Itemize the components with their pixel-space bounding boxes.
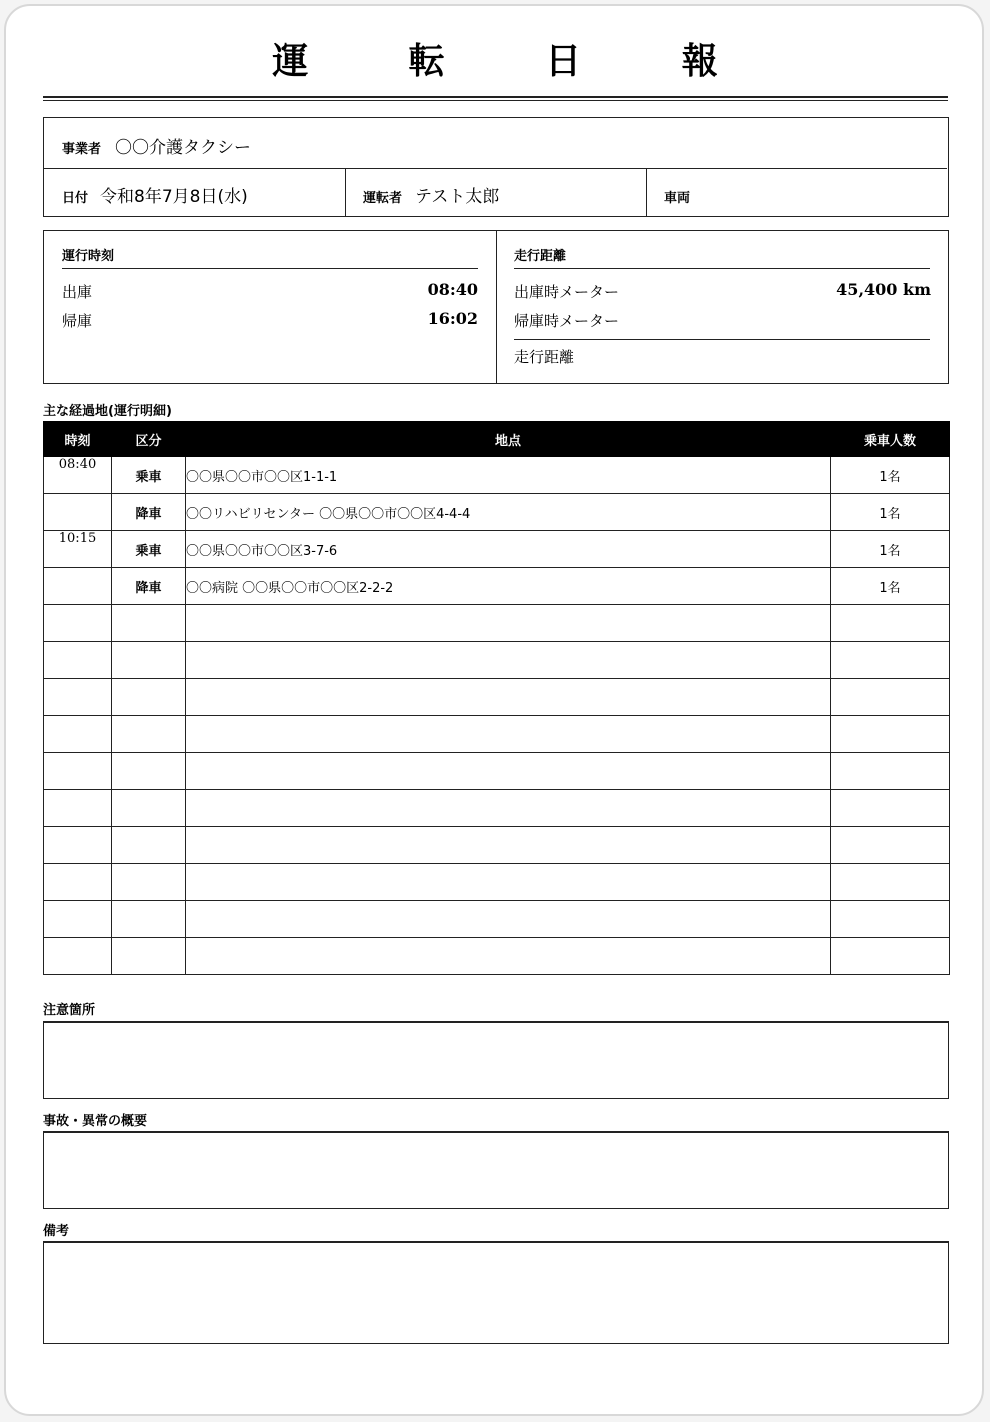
row-kind[interactable] xyxy=(112,864,186,901)
table-row xyxy=(44,716,950,753)
row-place[interactable] xyxy=(186,790,831,827)
row-place[interactable]: 〇〇県〇〇市〇〇区3-7-6 xyxy=(186,531,831,568)
row-count[interactable]: 1名 xyxy=(831,531,950,568)
row-kind[interactable] xyxy=(112,790,186,827)
row-time[interactable] xyxy=(44,605,112,642)
row-kind[interactable] xyxy=(112,901,186,938)
row-kind[interactable] xyxy=(112,827,186,864)
row-kind[interactable] xyxy=(112,605,186,642)
row-place[interactable]: 〇〇病院 〇〇県〇〇市〇〇区2-2-2 xyxy=(186,568,831,605)
remarks-box[interactable] xyxy=(43,1241,949,1344)
row-place[interactable]: 〇〇リハビリセンター 〇〇県〇〇市〇〇区4-4-4 xyxy=(186,494,831,531)
vehicle-label: 車両 xyxy=(664,191,691,206)
row-time[interactable]: 10:15 xyxy=(44,531,112,568)
header-col-divider xyxy=(345,168,346,216)
table-row xyxy=(44,790,950,827)
table-row xyxy=(44,494,950,531)
times-distance-box xyxy=(43,230,949,384)
row-place[interactable] xyxy=(186,679,831,716)
table-row xyxy=(44,457,950,494)
table-row xyxy=(44,901,950,938)
table-row xyxy=(44,568,950,605)
col-header-place: 地点 xyxy=(186,422,831,457)
row-place[interactable] xyxy=(186,716,831,753)
row-count[interactable] xyxy=(831,753,950,790)
row-count[interactable]: 1名 xyxy=(831,457,950,494)
start-meter-label: 出庫時メーター xyxy=(514,283,620,301)
row-count[interactable] xyxy=(831,642,950,679)
table-row xyxy=(44,679,950,716)
row-place[interactable] xyxy=(186,901,831,938)
row-time[interactable] xyxy=(44,642,112,679)
row-kind[interactable] xyxy=(112,679,186,716)
table-row xyxy=(44,605,950,642)
row-time[interactable]: 08:40 xyxy=(44,457,112,494)
driver-label: 運転者 xyxy=(363,191,403,206)
row-place[interactable] xyxy=(186,642,831,679)
remarks-label: 備考 xyxy=(43,1224,70,1239)
caution-label: 注意箇所 xyxy=(43,1003,96,1018)
row-kind[interactable]: 乗車 xyxy=(112,457,186,494)
title-divider xyxy=(43,96,948,98)
row-time[interactable] xyxy=(44,679,112,716)
row-time[interactable] xyxy=(44,753,112,790)
distance-total-rule xyxy=(514,339,930,340)
driver-value[interactable]: テスト太郎 xyxy=(415,187,500,207)
row-time[interactable] xyxy=(44,494,112,531)
end-meter-label: 帰庫時メーター xyxy=(514,312,620,330)
table-row xyxy=(44,642,950,679)
row-count[interactable] xyxy=(831,864,950,901)
accident-box[interactable] xyxy=(43,1131,949,1209)
row-count[interactable]: 1名 xyxy=(831,494,950,531)
row-place[interactable] xyxy=(186,864,831,901)
row-place[interactable]: 〇〇県〇〇市〇〇区1-1-1 xyxy=(186,457,831,494)
row-kind[interactable] xyxy=(112,938,186,975)
row-count[interactable] xyxy=(831,605,950,642)
header-col-divider xyxy=(646,168,647,216)
row-place[interactable] xyxy=(186,938,831,975)
date-label: 日付 xyxy=(62,191,89,206)
header-row-divider xyxy=(44,168,947,169)
header-box xyxy=(43,117,949,217)
return-label: 帰庫 xyxy=(62,312,93,330)
route-section-label: 主な経過地(運行明細) xyxy=(43,404,172,419)
row-time[interactable] xyxy=(44,716,112,753)
table-row xyxy=(44,753,950,790)
title-divider-thin xyxy=(43,100,948,101)
row-kind[interactable]: 乗車 xyxy=(112,531,186,568)
row-count[interactable] xyxy=(831,827,950,864)
table-row xyxy=(44,531,950,568)
row-count[interactable] xyxy=(831,716,950,753)
departure-time[interactable]: 08:40 xyxy=(427,280,478,299)
times-distance-divider xyxy=(496,231,497,383)
row-time[interactable] xyxy=(44,827,112,864)
accident-label: 事故・異常の概要 xyxy=(43,1114,148,1129)
table-row xyxy=(44,864,950,901)
row-time[interactable] xyxy=(44,938,112,975)
row-place[interactable] xyxy=(186,753,831,790)
row-kind[interactable] xyxy=(112,716,186,753)
caution-box[interactable] xyxy=(43,1021,949,1099)
departure-label: 出庫 xyxy=(62,283,93,301)
row-time[interactable] xyxy=(44,901,112,938)
table-row xyxy=(44,938,950,975)
col-header-count: 乗車人数 xyxy=(831,422,950,457)
operator-value[interactable]: 〇〇介護タクシー xyxy=(115,138,251,158)
page-title: 運 転 日 報 xyxy=(272,40,762,82)
row-count[interactable] xyxy=(831,679,950,716)
start-meter-value[interactable]: 45,400 km xyxy=(836,280,931,299)
operator-label: 事業者 xyxy=(62,142,102,157)
times-section-label: 運行時刻 xyxy=(62,249,115,264)
row-kind[interactable] xyxy=(112,642,186,679)
date-value[interactable]: 令和8年7月8日(水) xyxy=(100,187,248,207)
row-place[interactable] xyxy=(186,827,831,864)
row-count[interactable]: 1名 xyxy=(831,568,950,605)
row-count[interactable] xyxy=(831,901,950,938)
route-table xyxy=(43,421,950,975)
row-count[interactable] xyxy=(831,790,950,827)
row-time[interactable] xyxy=(44,568,112,605)
total-distance-label: 走行距離 xyxy=(514,348,575,366)
distance-section-label: 走行距離 xyxy=(514,249,567,264)
distance-rule xyxy=(514,268,930,269)
row-kind[interactable]: 降車 xyxy=(112,568,186,605)
col-header-time: 時刻 xyxy=(44,422,112,457)
col-header-kind: 区分 xyxy=(112,422,186,457)
row-time[interactable] xyxy=(44,790,112,827)
row-place[interactable] xyxy=(186,605,831,642)
times-rule xyxy=(62,268,478,269)
row-kind[interactable]: 降車 xyxy=(112,494,186,531)
row-count[interactable] xyxy=(831,938,950,975)
route-table-header xyxy=(44,422,950,457)
return-time[interactable]: 16:02 xyxy=(427,309,478,328)
row-time[interactable] xyxy=(44,864,112,901)
table-row xyxy=(44,827,950,864)
row-kind[interactable] xyxy=(112,753,186,790)
